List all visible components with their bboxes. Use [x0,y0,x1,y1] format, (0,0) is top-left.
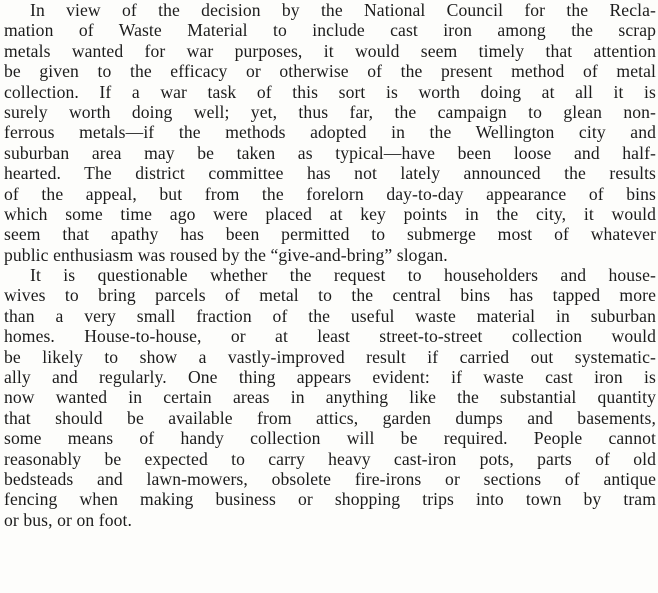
article-column [4,0,656,530]
text-line: of the appeal, but from the forelorn day-to-day appearance of bins [4,183,656,204]
text-line: ally and regularly. One thing appears evident: if waste cast iron is [4,367,656,388]
text-line: or bus, or on foot. [4,509,132,530]
text-line: In view of the decision by the National Council for the Recla- [30,0,656,20]
text-line: wives to bring parcels of metal to the central bins has tapped more [4,285,656,306]
text-line: public enthusiasm was roused by the “give-and-bring” slogan. [4,244,448,265]
paragraph-2 [4,265,656,530]
text-line: than a very small fraction of the useful waste material in suburban [4,305,656,326]
text-line: some means of handy collection will be required. People cannot [4,428,656,449]
text-line: bedsteads and lawn-mowers, obsolete fire-irons or sections of antique [4,468,656,489]
text-line: surely worth doing well; yet, thus far, the campaign to glean non- [4,101,656,122]
text-line: reasonably be expected to carry heavy cast-iron pots, parts of old [4,448,656,469]
text-line: now wanted in certain areas in anything like the substantial quantity [4,387,656,408]
paragraph-1 [4,0,656,265]
text-line: It is questionable whether the request to householders and house- [30,265,656,286]
text-line: seem that apathy has been permitted to submerge most of whatever [4,224,656,245]
text-line: metals wanted for war purposes, it would seem timely that attention [4,40,656,61]
text-line: fencing when making business or shopping trips into town by tram [4,489,656,510]
text-line: collection. If a war task of this sort is worth doing at all it is [4,81,656,102]
text-line: ferrous metals—if the methods adopted in the Wellington city and [4,122,656,143]
text-line: that should be available from attics, garden dumps and basements, [4,407,656,428]
text-line: be likely to show a vastly-improved result if carried out systematic- [4,346,656,367]
text-line: mation of Waste Material to include cast iron among the scrap [4,20,656,41]
text-line: hearted. The district committee has not lately announced the results [4,163,656,184]
text-line: suburban area may be taken as typical—have been loose and half- [4,142,656,163]
text-line: be given to the efficacy or otherwise of the present method of metal [4,61,656,82]
text-line: which some time ago were placed at key points in the city, it would [4,203,656,224]
text-line: homes. House-to-house, or at least street-to-street collection would [4,326,656,347]
